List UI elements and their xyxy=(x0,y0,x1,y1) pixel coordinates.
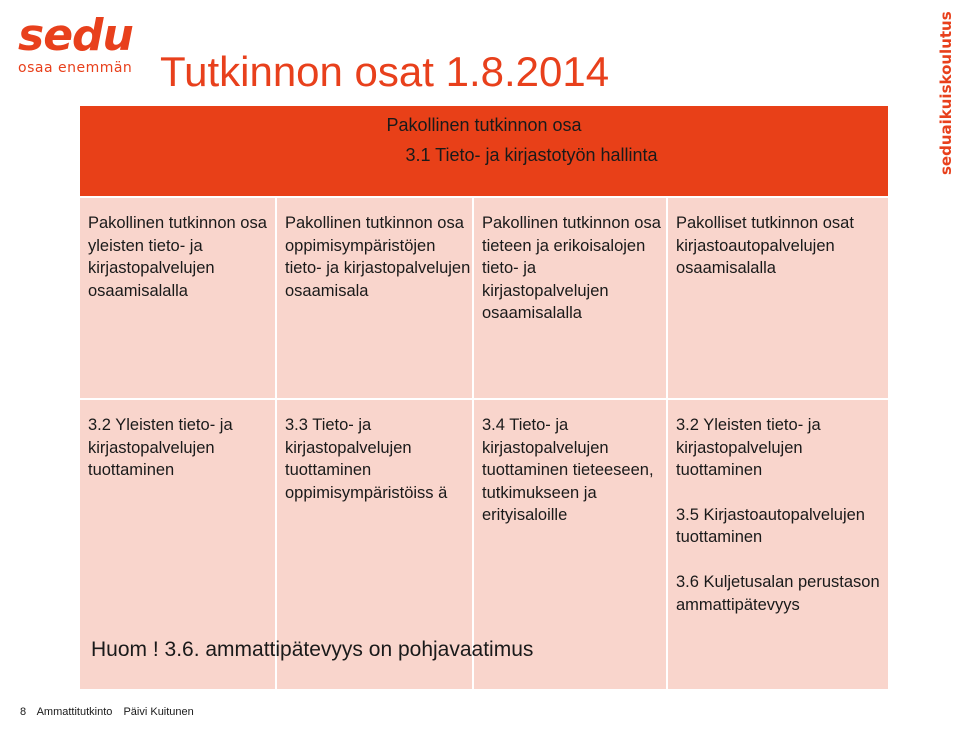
column-detail-4 xyxy=(667,399,889,690)
detail-item: 3.2 Yleisten tieto- ja kirjastopalvelujen tuottaminen xyxy=(88,416,233,480)
detail-item: 3.6 Kuljetusalan perustason ammattipätevyys xyxy=(676,572,880,614)
detail-item: 3.3 Tieto- ja kirjastopalvelujen tuottaminen oppimisympäristöiss ä xyxy=(285,416,448,502)
footer xyxy=(20,706,202,718)
logo-word: sedu xyxy=(18,10,133,61)
footer-page-number: 8 xyxy=(20,706,27,718)
page-title: Tutkinnon osat 1.8.2014 xyxy=(160,48,610,95)
header-banner xyxy=(79,105,889,197)
side-brand-text: seduaikuiskoulutus xyxy=(937,11,955,175)
column-heading-4: Pakolliset tutkinnon osat kirjastoautopalvelujen osaamisalalla xyxy=(667,197,889,399)
column-heading-3: Pakollinen tutkinnon osa tieteen ja erikoisalojen tieto- ja kirjastopalvelujen osaamisalalla xyxy=(473,197,667,399)
header-line-1: Pakollinen tutkinnon osa xyxy=(386,115,582,135)
side-brand xyxy=(937,11,959,175)
detail-item: 3.2 Yleisten tieto- ja kirjastopalvelujen tuottaminen xyxy=(676,416,821,480)
requirement-note: Huom ! 3.6. ammattipätevyys on pohjavaatimus xyxy=(91,638,534,661)
detail-item: 3.4 Tieto- ja kirjastopalvelujen tuottaminen tieteeseen, tutkimukseen ja erityisaloille xyxy=(482,416,654,525)
column-heading-2: Pakollinen tutkinnon osa oppimisympäristöjen tieto- ja kirjastopalvelujen osaamisala xyxy=(276,197,473,399)
sedu-logo xyxy=(18,10,138,84)
logo-tagline: osaa enemmän xyxy=(18,60,133,76)
header-line-2: 3.1 Tieto- ja kirjastotyön hallinta xyxy=(405,145,658,165)
column-heading-1: Pakollinen tutkinnon osa yleisten tieto- ja kirjastopalvelujen osaamisalalla xyxy=(79,197,276,399)
qualification-table xyxy=(78,104,890,691)
footer-course: Ammattitutkinto xyxy=(36,706,113,718)
detail-item: 3.5 Kirjastoautopalvelujen tuottaminen xyxy=(676,505,865,547)
footer-author: Päivi Kuitunen xyxy=(123,706,194,718)
